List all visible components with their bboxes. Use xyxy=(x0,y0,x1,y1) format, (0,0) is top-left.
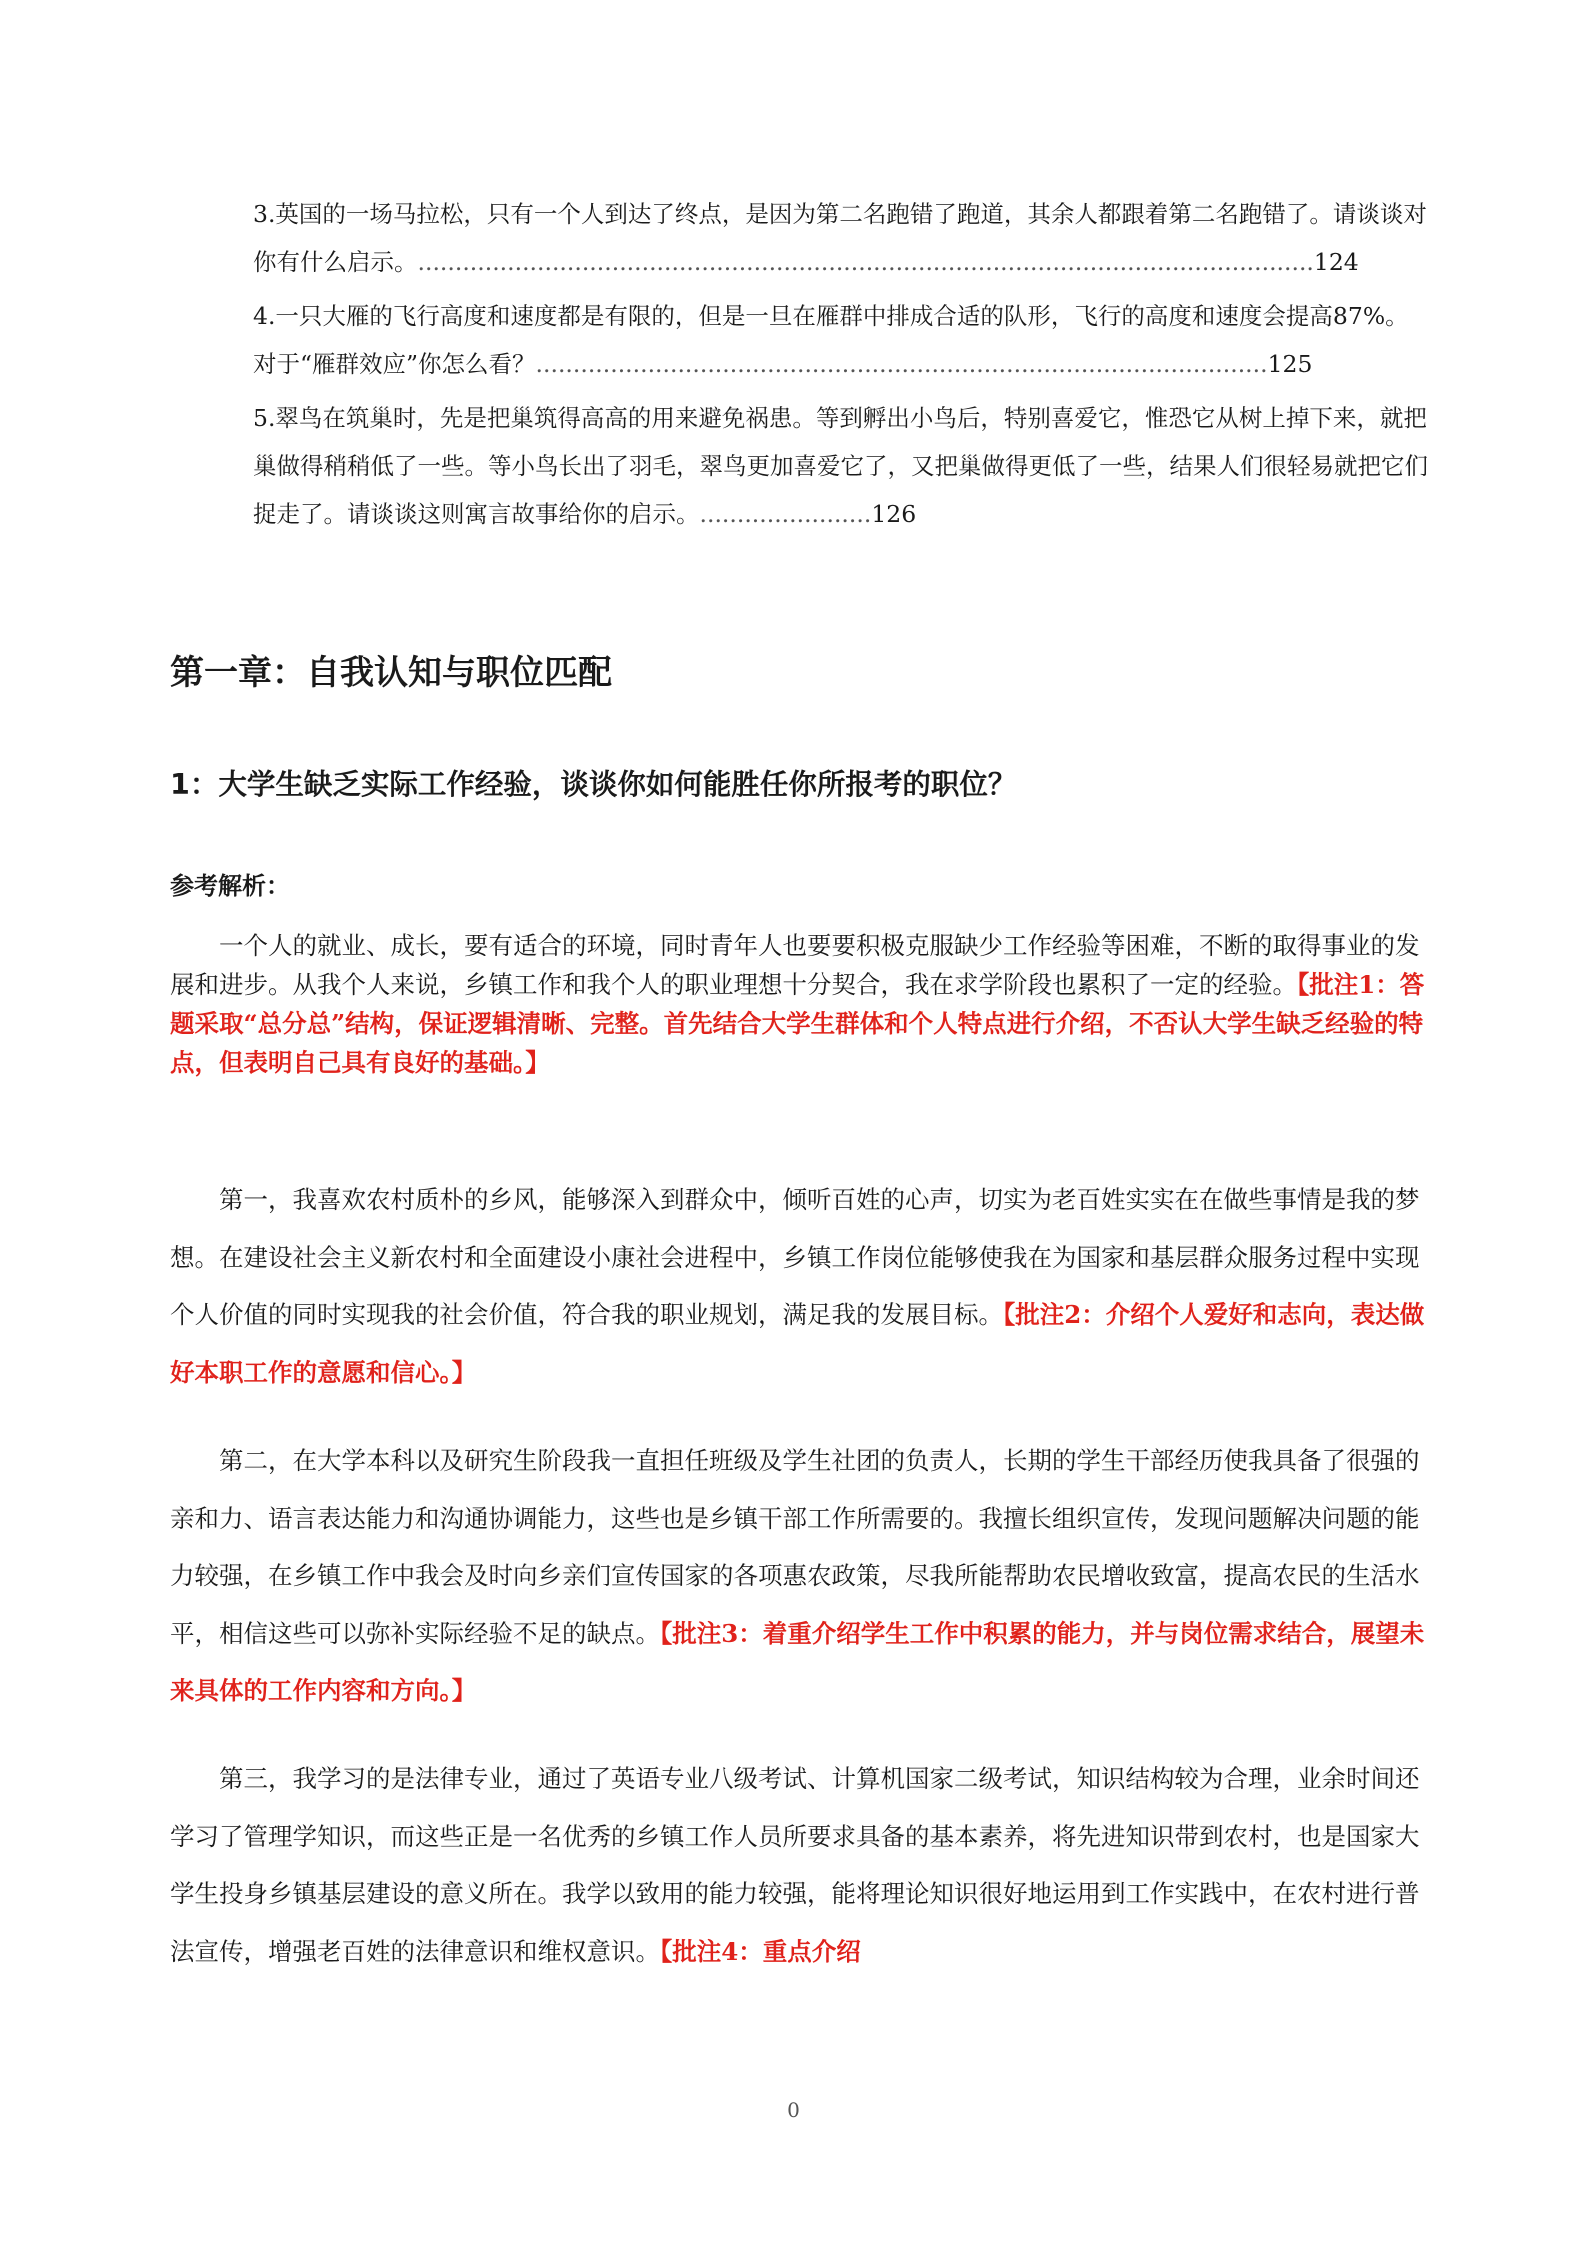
answer-paragraph-intro xyxy=(170,926,1432,1082)
annotation-note: 【批注3：着重介绍学生工作中积累的能力，并与岗位需求结合，展望未来具体的工作内容和方向。】 xyxy=(170,1618,1425,1705)
answer-paragraph-first xyxy=(170,1171,1432,1401)
reference-label: 参考解析： xyxy=(170,872,290,900)
table-of-contents xyxy=(253,190,1430,544)
paragraph-text: 第一，我喜欢农村质朴的乡风，能够深入到群众中，倾听百姓的心声，切实为老百姓实实在在做些事情是我的梦想。在建设社会主义新农村和全面建设小康社会进程中，乡镇工作岗位能够使我在为国家和基层群众服务过程中实现个人价值的同时实现我的社会价值，符合我的职业规划，满足我的发展目标。 xyxy=(170,1185,1420,1329)
toc-leader-dots: ....................... xyxy=(699,500,872,528)
toc-item-text: 3.英国的一场马拉松，只有一个人到达了终点，是因为第二名跑错了跑道，其余人都跟着第二名跑错了。请谈谈对你有什么启示。 xyxy=(253,200,1427,276)
toc-item[interactable] xyxy=(253,394,1430,538)
answer-paragraph-third xyxy=(170,1750,1432,1980)
toc-page-number: 126 xyxy=(871,500,917,528)
toc-item[interactable] xyxy=(253,190,1430,286)
annotation-note: 【批注1：答题采取“总分总”结构，保证逻辑清晰、完整。首先结合大学生群体和个人特点进行介绍，不否认大学生缺乏经验的特点，但表明自己具有良好的基础。】 xyxy=(170,970,1425,1077)
toc-item-text: 4.一只大雁的飞行高度和速度都是有限的，但是一旦在雁群中排成合适的队形，飞行的高度和速度会提高87%。对于“雁群效应”你怎么看？ xyxy=(253,302,1409,378)
toc-page-number: 125 xyxy=(1267,350,1313,378)
page-number: 0 xyxy=(787,2098,800,2122)
toc-item-text: 5.翠鸟在筑巢时，先是把巢筑得高高的用来避免祸患。等到孵出小鸟后，特别喜爱它，惟恐它从树上掉下来，就把巢做得稍稍低了一些。等小鸟长出了羽毛，翠鸟更加喜爱它了，又把巢做得更低了一些，结果人们很轻易就把它们捉走了。请谈谈这则寓言故事给你的启示。 xyxy=(253,404,1428,528)
toc-page-number: 124 xyxy=(1313,248,1359,276)
annotation-note: 【批注2：介绍个人爱好和志向，表达做好本职工作的意愿和信心。】 xyxy=(170,1300,1425,1387)
paragraph-text: 第二，在大学本科以及研究生阶段我一直担任班级及学生社团的负责人，长期的学生干部经历使我具备了很强的亲和力、语言表达能力和沟通协调能力，这些也是乡镇干部工作所需要的。我擅长组织宣传，发现问题解决问题的能力较强，在乡镇工作中我会及时向乡亲们宣传国家的各项惠农政策，尽我所能帮助农民增收致富，提高农民的生活水平，相信这些可以弥补实际经验不足的缺点。 xyxy=(170,1446,1420,1648)
answer-paragraph-second xyxy=(170,1432,1432,1720)
annotation-note: 【批注4：重点介绍 xyxy=(660,1936,861,1966)
paragraph-text: 第三，我学习的是法律专业，通过了英语专业八级考试、计算机国家二级考试，知识结构较为合理，业余时间还学习了管理学知识，而这些正是一名优秀的乡镇工作人员所要求具备的基本素养，将先进知识带到农村，也是国家大学生投身乡镇基层建设的意义所在。我学以致用的能力较强，能将理论知识很好地运用到工作实践中，在农村进行普法宣传，增强老百姓的法律意识和维权意识。 xyxy=(170,1764,1420,1966)
toc-leader-dots: ........................................................................................................................ xyxy=(417,248,1314,276)
paragraph-text: 一个人的就业、成长，要有适合的环境，同时青年人也要要积极克服缺少工作经验等困难，不断的取得事业的发展和进步。从我个人来说，乡镇工作和我个人的职业理想十分契合，我在求学阶段也累积了一定的经验。 xyxy=(170,931,1420,999)
question-heading: 1：大学生缺乏实际工作经验，谈谈你如何能胜任你所报考的职位？ xyxy=(170,768,1017,801)
chapter-title: 第一章：自我认知与职位匹配 xyxy=(170,653,612,693)
toc-leader-dots: .................................................................................................. xyxy=(535,350,1268,378)
toc-item[interactable] xyxy=(253,292,1430,388)
